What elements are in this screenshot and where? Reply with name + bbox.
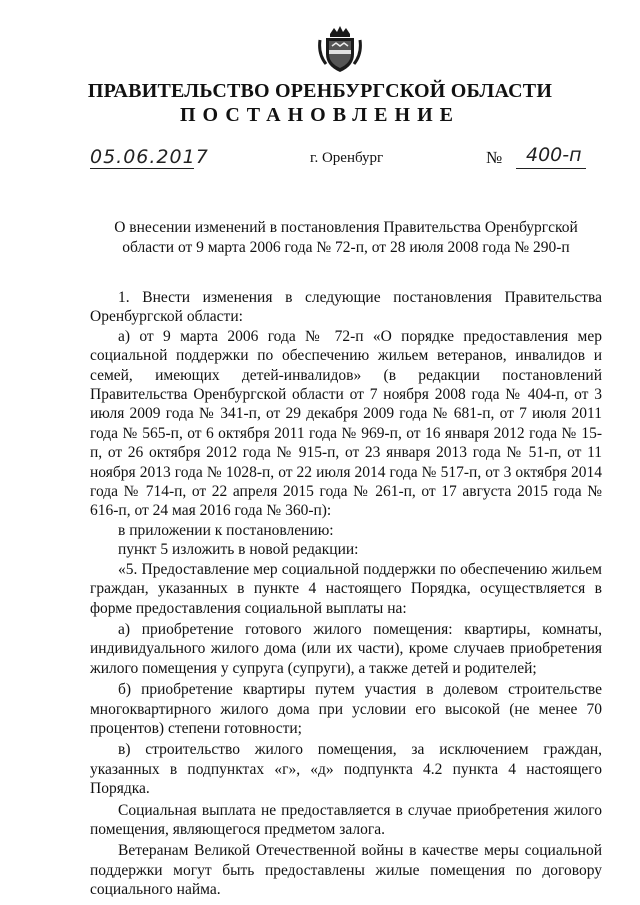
coat-of-arms-icon: [318, 24, 362, 74]
document-city: г. Оренбург: [310, 150, 384, 166]
document-body: [90, 288, 602, 900]
document-subject: О внесении изменений в постановления Правительства Оренбургской области от 9 марта 2006 года № 72-п, от 28 июля 2008 года № 290-п: [114, 219, 578, 256]
date-underline: [90, 168, 194, 169]
body-paragraph: в) строительство жилого помещения, за исключением граждан, указанных в подпунктах «г», «д» подпункта 4.2 пункта 4 настоящего Порядка.: [90, 741, 602, 798]
number-underline: [516, 168, 586, 169]
body-paragraph: а) от 9 марта 2006 года № 72-п «О порядке предоставления мер социальной поддержки по обеспечению жильем ветеранов, инвалидов и семей, имеющих детей-инвалидов» (в редакции постановлений Правительства Оренбургской области от 7 ноября 2008 года № 404-п, от 3 июля 2009 года № 341-п, от 29 декабря 2009 года № 681-п, от 7 июля 2011 года № 565-п, от 6 октября 2011 года № 969-п, от 16 января 2012 года № 15-п, от 26 октября 2012 года № 915-п, от 23 января 2013 года № 51-п, от 11 ноября 2013 года № 1028-п, от 22 июля 2014 года № 517-п, от 3 октября 2014 года № 714-п, от 22 апреля 2015 года № 261-п, от 17 августа 2015 года № 616-п, от 24 мая 2016 года № 360-п):: [90, 327, 602, 520]
document-type-title: ПОСТАНОВЛЕНИЕ: [180, 104, 460, 126]
document-number: 400-п: [526, 144, 582, 166]
document-meta-row: [90, 146, 602, 172]
organization-title: ПРАВИТЕЛЬСТВО ОРЕНБУРГСКОЙ ОБЛАСТИ: [87, 80, 553, 102]
document-date: 05.06.2017: [90, 146, 209, 168]
document-number-label: №: [486, 148, 503, 167]
body-paragraph: Ветеранам Великой Отечественной войны в качестве меры социальной поддержки могут быть предоставлены жилые помещения по договору социального найма.: [90, 842, 602, 899]
body-paragraph: «5. Предоставление мер социальной поддержки по обеспечению жильем граждан, указанных в пункте 4 настоящего Порядка, осуществляется в форме предоставления социальной выплаты на:: [90, 560, 602, 617]
body-paragraph: а) приобретение готового жилого помещения: квартиры, комнаты, индивидуального жилого дома (или их части), кроме случаев приобретения жилого помещения у супруга (супруги), а также детей и родителей;: [90, 620, 602, 677]
body-paragraph: 1. Внести изменения в следующие постановления Правительства Оренбургской области:: [90, 289, 602, 326]
body-paragraph: пункт 5 изложить в новой редакции:: [118, 541, 359, 559]
body-paragraph: б) приобретение квартиры путем участия в долевом строительстве многоквартирного жилого дома при условии его высокой (не менее 70 процентов) степени готовности;: [90, 681, 602, 737]
body-paragraph: в приложении к постановлению:: [118, 521, 334, 539]
body-paragraph: Социальная выплата не предоставляется в случае приобретения жилого помещения, являющегося предметом залога.: [90, 801, 602, 838]
